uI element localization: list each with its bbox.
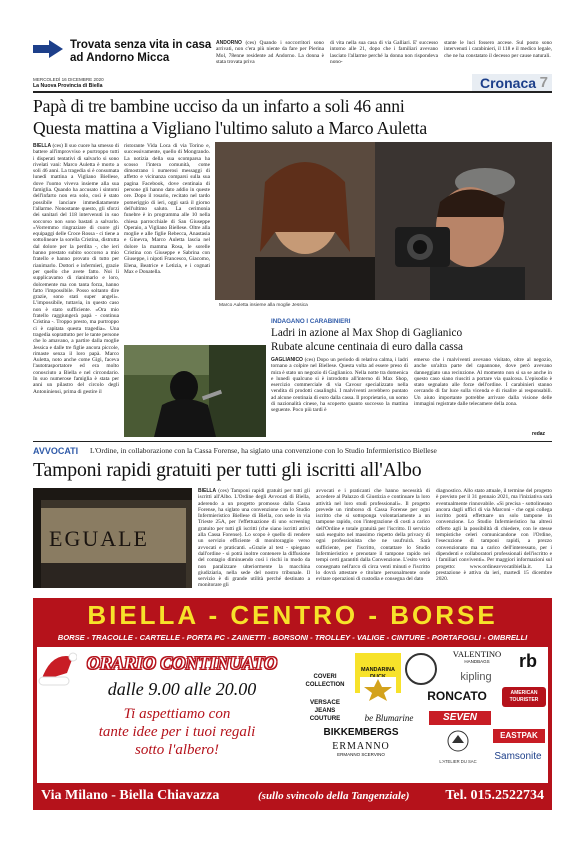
third-col1 <box>198 488 310 593</box>
brand-versace: VERSACE JEANS COUTURE <box>309 699 341 722</box>
masthead-rule <box>33 91 552 93</box>
third-kicker: AVVOCATI <box>33 446 79 456</box>
brand-rb: rb <box>519 651 537 671</box>
brand-seven: SEVEN <box>429 711 491 725</box>
building-inscription: EGUALE <box>49 526 149 551</box>
brand-valentino <box>447 649 507 664</box>
third-text-2: avvocati e i praticanti che hanno necessità di accedere al Palazzo di Giustizia e continuare la loro attività nel loro studi professionali». Il progetto prevede un rimborso di Cassa Forense per ogni iscritto che si sottoponga volontariamente a un tampone rapido, con l'integrazione di costi a carico dell'Ordine e totale gratuità per l'iscritto. Il servizio sarà eseguito nel massimo rispetto della privacy di ogni professionista che ne usufruirà. Sarà sufficiente, per l'iscritto, contattare lo Studio Infermieristico e prenotare il tampone rapido nei tempi certi garantiti dalla Convenzione. L'esito verrà consegnato nell'arco di circa venti minuti e l'iscritto lo dovrà attestare e titolare personalmente onde evitare operazioni di custodia e consegna del dato <box>316 488 430 583</box>
teaser-arrow-icon <box>33 40 63 58</box>
brand-blumarine: be Blumarine <box>364 713 414 723</box>
third-text-1: (ces) Tamponi rapidi gratuiti per tutti gli iscritti all'Albo. L'Ordine degli Avvocati di Biella, aderendo a un progetto promosso dalla Cassa Forense, ha siglato una convenzione con lo Studio Infermieristico Biellese di Biella, con sede in via Trieste 25A, per l'effettuazione di uno screening gratuito per tutti gli iscritti (che siano iscritti attivi alla Cassa Forense). Lo scopo è quello di rendere un servizio efficiente di monitoraggio verso avvocati e praticanti. «Grazie al test - spiegano dall'ordine - si potrà inoltre contenere la diffusione del contagio diminuendo così i rischi in modo da non paralizzare ulteriormente la macchina giudiziaria, nella sede del nostro tribunale. Il servizio è di grande utilità perché destinato a monitorare gli <box>198 488 310 589</box>
masthead-date: MERCOLEDÌ 16 DICEMBRE 2020 <box>33 77 104 82</box>
teaser-dateline: ANDORNO <box>216 40 242 46</box>
third-subhead: L'Ordine, in collaborazione con la Cassa Forense, ha siglato una convenzione con lo Studio Infermieristico Biellese <box>90 446 437 455</box>
ad-invite-line3: sotto l'albero! <box>135 742 219 758</box>
second-headline-line2: Rubate alcune centinaia di euro dalla cassa <box>271 341 463 353</box>
brand-blumarine-logo <box>360 677 396 701</box>
brand-roncato: RONCATO <box>427 689 487 703</box>
santa-hat-icon <box>37 647 77 687</box>
brand-ermanno-sub: ERMANNO SCERVINO <box>337 752 385 757</box>
ad-strip: BORSE - TRACOLLE - CARTELLE - PORTA PC - ZAINETTI - BORSONI - TROLLEY - VALIGE - CINTURE - PORTAFOGLI - OMBRELLI <box>57 633 528 642</box>
second-headline[interactable] <box>271 326 556 354</box>
second-text-2: emerso che i malviventi avevano visitato, oltre al negozio, anche un'altra parte del capannone, dove però avevano danneggiato una recinzione. Al momento non si sa se anche in questo caso siano riusciti a portare via qualcosa. L'episodio è stato segnalato alle forze dell'ordine. I carabinieri stanno cercando di far luce sulla vicenda e di risalire ai responsabili. Un aiuto importante potrebbe arrivare dalla visione delle immagini registrate dalle telecamere della zona. <box>414 357 552 408</box>
teaser-headline-line1: Trovata senza vita in casa <box>70 39 212 51</box>
section-name: Cronaca <box>480 75 537 91</box>
masthead-paper: La Nuova Provincia di Biella <box>33 83 103 89</box>
brand-eastpak: EASTPAK <box>493 729 545 743</box>
brand-samsonite: Samsonite <box>494 751 542 762</box>
main-photo-caption: Marco Auletta insieme alla moglie Jessica <box>219 303 308 308</box>
main-headline-line1: Papà di tre bambine ucciso da un infarto a soli 46 anni <box>33 96 405 116</box>
ad-address-note: (sullo svincolo della Tangenziale) <box>258 790 410 802</box>
main-headline-line2: Questa mattina a Vigliano l'ultimo saluto a Marco Auletta <box>33 118 427 138</box>
brand-american: AMERICAN TOURISTER <box>502 687 546 707</box>
ad-phone: Tel. 015.2522734 <box>445 788 544 803</box>
section-title <box>472 74 552 92</box>
teaser-col2 <box>330 40 438 72</box>
page-number: 7 <box>539 74 548 91</box>
ad-address-bar <box>33 786 552 808</box>
ad-banner[interactable] <box>33 598 552 810</box>
second-kicker: INDAGANO I CARABINIERI <box>271 318 351 325</box>
third-headline[interactable]: Tamponi rapidi gratuiti per tutti gli iscritti all'Albo <box>33 459 422 481</box>
second-col2 <box>414 357 552 431</box>
main-text-1: (ces) Il suo cuore ha smesso di battere all'improvviso e purtroppo tutti i disperati tentativi di salvarlo si sono rivelati vani: Marco Auletta è morto a soli 46 anni. La tragedia si è consumata lunedì mattina a Vigliano Biellese, dove l'uomo viveva insieme alla sua famiglia. Quando ha accusato i sintomi dell'infarto non era solo, così è stato possibile lanciare immediatamente l'allarme. Nonostante questo, gli sforzi dei sanitari del 118 intervenuti in suo soccorso non sono bastati a salvarlo. «Vorremmo ringraziare di cuore gli equipaggi delle Croce Rossa - ci tiene a sottolineare la sorella Cristina, distrutta dal dolore per la perdita -, che ieri hanno prestato subito soccorso a mio fratello e hanno provato di tutto per rianimarlo. Dottori e infermieri, grazie per quello che avete fatto. Noi li supplicavamo di rianimarlo e loro, dolcemente ma con tanta forza, hanno fatto l'impossibile. Posso soltanto dire grazie, sono stati super angeli». L'impossibile, tuttavia, in questo caso non è stato sufficiente. «Ora mio fratello raggiungerà papà - continua Cristina -. Troppo presto, ma purtroppo ci è capitata questa tragedia». Una tragedia soprattutto per le tante persone che lo amavano, a partire dalla moglie Jessica e dalle tre figlie ancora piccole, rimaste senza il loro papà. Marco Auletta, noto anche come Gigi, faceva l'autotrasportatore ed era molto conosciuto a Biella e nel circondario. In suo numerose famiglia è stata per anni un pilastro del circolo degli Antoniniensi, prima di gestire il <box>33 143 119 395</box>
brand-kipling: kipling <box>460 671 492 683</box>
brand-bikkembergs: BIKKEMBERGS <box>323 727 399 738</box>
teaser-text-2: di vita nella sua casa di via Galliari. E' successo intorno alle 21, dopo che i familiari avevano lasciato l'allarme perché la donna non rispondeva nono- <box>330 40 438 65</box>
brand-ermanno-name: ERMANNO <box>332 741 390 752</box>
brand-sac-logo <box>435 729 481 759</box>
teaser-text-1: (ces) Quando i soccorritori sono arrivati, non c'era più niente da fare per Pierina Mol, 78enne residente ad Andorno. La donna è stata trovata priva <box>216 40 324 65</box>
ad-invite-line1: Ti aspettiamo con <box>123 706 231 722</box>
main-col1 <box>33 143 119 437</box>
ad-address: Via Milano - Biella Chiavazza <box>41 788 220 803</box>
second-headline-line1: Ladri in azione al Max Shop di Gaglianico <box>271 327 463 339</box>
brand-ermanno <box>299 741 423 757</box>
main-headline[interactable] <box>33 95 552 139</box>
ad-hours-title: ORARIO CONTINUATO <box>86 653 278 673</box>
second-byline: redaz <box>532 431 546 437</box>
third-dateline: BIELLA <box>198 488 217 494</box>
main-dateline: BIELLA <box>33 143 52 149</box>
ad-white-panel <box>37 647 548 783</box>
third-col3 <box>436 488 552 593</box>
ad-hours: dalle 9.00 alle 20.00 <box>107 679 257 699</box>
teaser-headline-line2: ad Andorno Micca <box>70 51 170 64</box>
ad-invite <box>57 705 297 759</box>
thief-photo <box>124 345 266 437</box>
story-divider <box>33 441 552 442</box>
teaser-col3 <box>444 40 552 72</box>
main-text-2: ristorante Vida Loca di via Torino e, successivamente, quello di Mongrando. La notizia della sua scomparsa ha scosso l'intera comunità, come dimostrano i numerosi messaggi di affetto e vicinanza comparsi sulla sua pagina Facebook, dove centinaia di persone gli hanno dato addio in queste ore. Dopo il rosario, recitato nel tardo pomeriggio di ieri, oggi sarà il giorno dell'ultimo saluto. La cerimonia funebre è in programma alle 10 nella chiesa parrocchiale di San Giuseppe Operaio, a Vigliano Biellese. Oltre alla moglie e alle figlie Rebecca, Anastasia e Ginevra, Marco Auletta lascia nel dolore la mamma Rosa, le sorelle Cristina con Giuseppe e Sabrina con Giuseppe, i nipoti Francesco, Giacomo, Elena, Beatrice e Letizia, e i cognati Max e Donatella. <box>124 143 210 275</box>
main-photo <box>215 142 552 300</box>
second-dateline: GAGLIANICO <box>271 357 303 363</box>
brand-round-logo <box>405 653 437 685</box>
ad-invite-line2: tante idee per i tuoi regali <box>98 724 256 740</box>
teaser-col1 <box>216 40 324 72</box>
main-col2 <box>124 143 210 343</box>
third-text-3: diagnostico. Allo stato attuale, il termine del progetto è previsto per il 31 gennaio 2021, ma l'iniziativa sarà eventualmente rinnovabile. «Si precisa - sottolineano ancora dagli uffici di via Marconi - che ogni collega iscritto potrà effettuare un solo tampone in convenzione. Lo Studio Infermieristico ha altresì offerto agli la possibilità di chiedere, con le stesse tempistiche celeri comunicandone con l'Ordine, l'esecuzione di tamponi rapidi, a prezzo convenzionato ma a carico dell'interessato, per i dipendenti e collaboratori professionali dell'iscritto e i familiari conviventi». Per maggiori informazioni sul progetto: www.ordineavvocatibiella.it. La prestazione è attiva da ieri, martedì 15 dicembre 2020. <box>436 488 552 583</box>
brand-sanmarco: L'ATELIER DU SAC <box>439 759 477 764</box>
second-col1 <box>271 357 408 437</box>
teaser-headline[interactable] <box>70 39 210 64</box>
ad-title: BIELLA - CENTRO - BORSE <box>87 600 498 630</box>
teaser-text-3: stante le luci fossero accese. Sul posto sono intervenuti i carabinieri, il 118 e il medico legale, che ne ha constatato il decesso per cause naturali. <box>444 40 552 59</box>
building-photo <box>33 488 192 588</box>
brand-mandarina: MANDARINA <box>355 653 401 693</box>
second-text-1: (ces) Dopo un periodo di relativa calma, i ladri tornano a colpire nel Biellese. Questa volta ad essere preso di mira è stato un negozio di Gaglianico. Nella notte tra domenica e lunedì qualcuno si è introdotto all'interno di Max Shop, esercizio commerciale di via Cavour specializzato nella vendita di prodotti casalinghi. I malviventi avrebbero puntato ad alcune centinaia di euro dalla cassa. Il proprietario, un uomo di nazionalità cinese, ha scoperto quanto successo la mattina seguente. Poco più tardi è <box>271 357 408 414</box>
third-col2 <box>316 488 430 593</box>
brand-valentino-name: VALENTINO <box>452 649 502 659</box>
brand-valentino-sub: HANDBAGS <box>464 659 490 664</box>
brand-coveri: COVERI COLLECTION <box>305 674 345 688</box>
